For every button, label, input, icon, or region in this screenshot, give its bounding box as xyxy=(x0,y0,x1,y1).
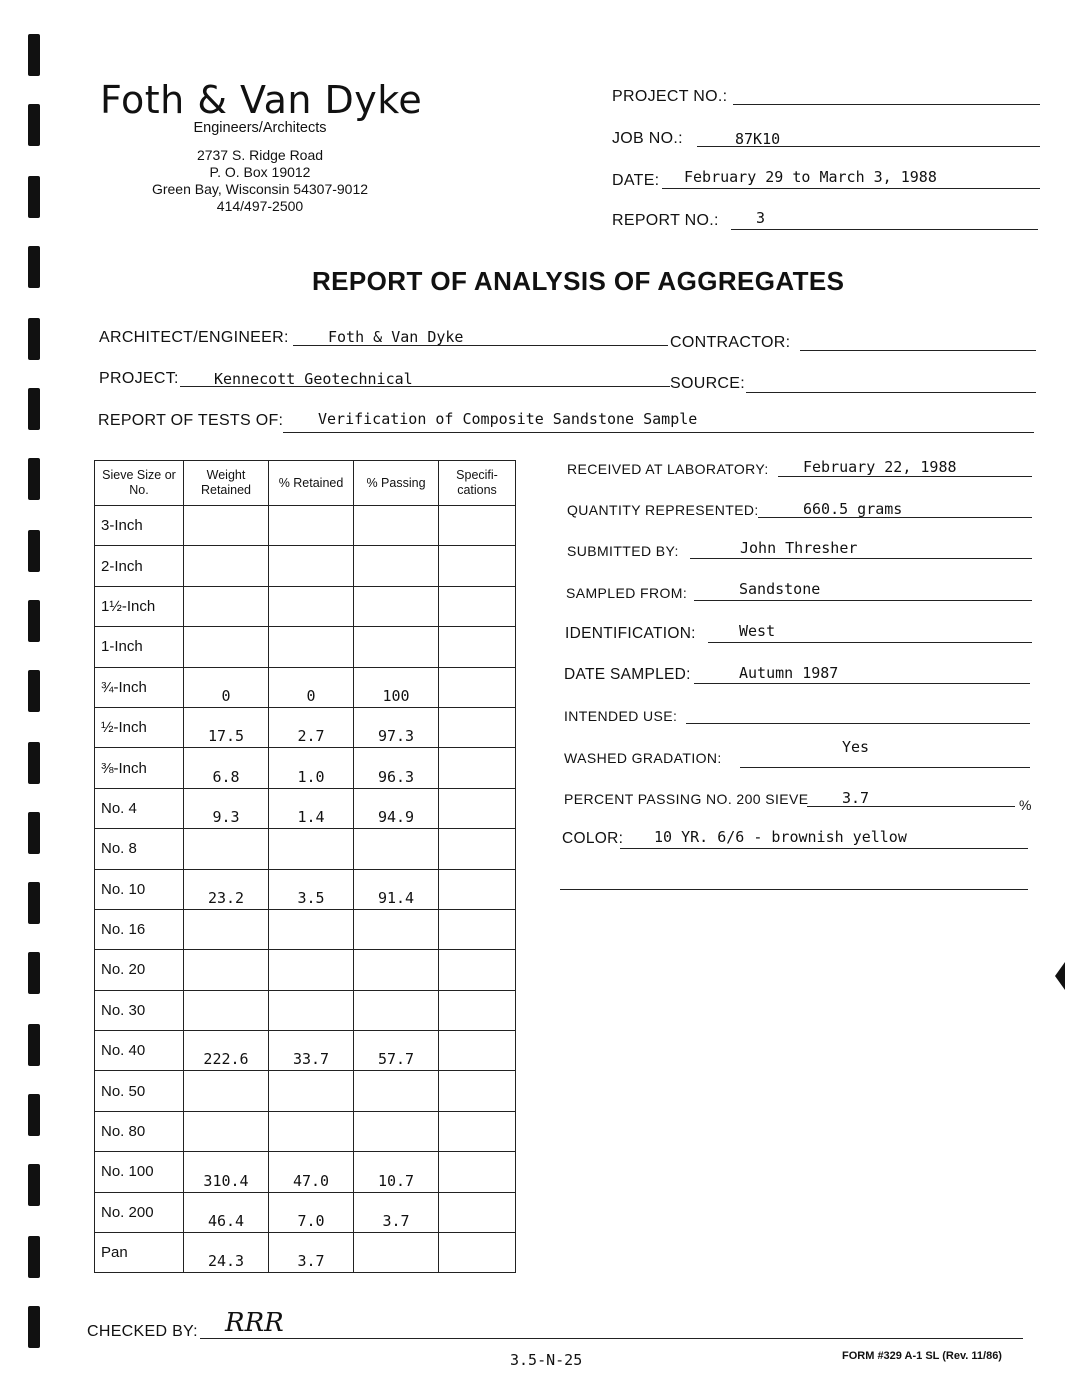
table-row xyxy=(95,627,516,667)
percent-retained: 1.4 xyxy=(269,788,354,828)
sieve-size: ⅜-Inch xyxy=(95,748,184,788)
percent-retained xyxy=(269,909,354,949)
project-value: Kennecott Geotechnical xyxy=(214,370,413,388)
specifications xyxy=(439,1233,516,1273)
column-header-sieve: Sieve Size or No. xyxy=(95,461,184,506)
sieve-size: 1-Inch xyxy=(95,627,184,667)
weight-retained xyxy=(184,546,269,586)
column-header-weight: Weight Retained xyxy=(184,461,269,506)
punch-hole xyxy=(28,458,40,500)
date-sampled-line xyxy=(694,683,1030,684)
submitted-value: John Thresher xyxy=(740,539,858,557)
specifications xyxy=(439,869,516,909)
percent-unit: % xyxy=(1019,797,1032,813)
percent-passing xyxy=(354,950,439,990)
weight-retained xyxy=(184,1111,269,1151)
specifications xyxy=(439,627,516,667)
specifications xyxy=(439,667,516,707)
weight-retained xyxy=(184,909,269,949)
specifications xyxy=(439,1192,516,1232)
percent-retained xyxy=(269,506,354,546)
page-edge-mark xyxy=(1055,962,1065,990)
sampled-from-label: SAMPLED FROM: xyxy=(566,585,688,601)
specifications xyxy=(439,1152,516,1192)
project-no-line xyxy=(733,104,1040,105)
weight-retained xyxy=(184,990,269,1030)
tests-line xyxy=(283,432,1034,433)
blank-line xyxy=(560,889,1028,890)
percent-retained xyxy=(269,990,354,1030)
specifications xyxy=(439,1111,516,1151)
source-line xyxy=(746,392,1036,393)
received-label: RECEIVED AT LABORATORY: xyxy=(567,461,769,477)
table-row xyxy=(95,1233,516,1273)
percent-passing xyxy=(354,1111,439,1151)
checked-by-line xyxy=(200,1338,1023,1339)
percent-retained: 7.0 xyxy=(269,1192,354,1232)
form-number: FORM #329 A-1 SL (Rev. 11/86) xyxy=(842,1350,1002,1362)
percent-passing xyxy=(354,586,439,626)
job-no-label: JOB NO.: xyxy=(612,130,683,147)
sieve-size: 2-Inch xyxy=(95,546,184,586)
contractor-label: CONTRACTOR: xyxy=(670,334,791,351)
architect-label: ARCHITECT/ENGINEER: xyxy=(99,329,289,346)
punch-hole xyxy=(28,246,40,288)
weight-retained xyxy=(184,1071,269,1111)
address-line: P. O. Box 19012 xyxy=(209,164,311,180)
washed-gradation-value: Yes xyxy=(842,738,870,756)
percent-retained: 33.7 xyxy=(269,1031,354,1071)
table-row xyxy=(95,869,516,909)
percent-passing xyxy=(354,546,439,586)
percent-retained: 3.5 xyxy=(269,869,354,909)
sieve-analysis-table xyxy=(94,460,516,1273)
weight-retained: 24.3 xyxy=(184,1233,269,1273)
table-row xyxy=(95,546,516,586)
table-row xyxy=(95,990,516,1030)
sampled-from-value: Sandstone xyxy=(739,580,821,598)
table-row xyxy=(95,748,516,788)
percent-retained xyxy=(269,1111,354,1151)
sampled-from-line xyxy=(694,600,1032,601)
table-row xyxy=(95,667,516,707)
punch-hole xyxy=(28,318,40,360)
specifications xyxy=(439,748,516,788)
percent-passing: 100 xyxy=(354,667,439,707)
weight-retained: 310.4 xyxy=(184,1152,269,1192)
color-label: COLOR: xyxy=(562,830,624,847)
address-line: Green Bay, Wisconsin 54307-9012 xyxy=(151,181,369,197)
percent-retained: 1.0 xyxy=(269,748,354,788)
table-row xyxy=(95,1071,516,1111)
sieve-size: No. 100 xyxy=(95,1152,184,1192)
project-no-label: PROJECT NO.: xyxy=(612,88,728,105)
color-line xyxy=(620,848,1028,849)
percent-passing: 10.7 xyxy=(354,1152,439,1192)
sieve-size: No. 80 xyxy=(95,1111,184,1151)
punch-hole xyxy=(28,1024,40,1066)
weight-retained: 222.6 xyxy=(184,1031,269,1071)
percent-retained xyxy=(269,546,354,586)
architect-value: Foth & Van Dyke xyxy=(328,328,464,346)
received-line xyxy=(778,476,1032,477)
punch-hole xyxy=(28,34,40,76)
weight-retained xyxy=(184,627,269,667)
checked-by-initials: RRR xyxy=(225,1308,284,1338)
weight-retained: 46.4 xyxy=(184,1192,269,1232)
washed-gradation-line xyxy=(740,767,1030,768)
percent-passing: 97.3 xyxy=(354,707,439,747)
sieve-size: No. 50 xyxy=(95,1071,184,1111)
company-name: Foth & Van Dyke xyxy=(100,78,423,122)
percent-passing: 96.3 xyxy=(354,748,439,788)
percent-retained: 0 xyxy=(269,667,354,707)
tests-value: Verification of Composite Sandstone Sample xyxy=(318,410,698,428)
table-row xyxy=(95,1031,516,1071)
percent-passing xyxy=(354,829,439,869)
identification-label: IDENTIFICATION: xyxy=(565,625,696,642)
punch-hole xyxy=(28,1164,40,1206)
date-label: DATE: xyxy=(612,172,660,189)
punch-hole xyxy=(28,670,40,712)
percent-passing xyxy=(354,506,439,546)
table-row xyxy=(95,506,516,546)
sieve-size: No. 4 xyxy=(95,788,184,828)
percent-passing xyxy=(354,1233,439,1273)
punch-hole xyxy=(28,882,40,924)
percent-retained xyxy=(269,1071,354,1111)
table-row xyxy=(95,1192,516,1232)
table-row xyxy=(95,707,516,747)
color-value: 10 YR. 6/6 - brownish yellow xyxy=(654,828,907,846)
identification-line xyxy=(708,642,1032,643)
percent-passing: 91.4 xyxy=(354,869,439,909)
percent-retained: 47.0 xyxy=(269,1152,354,1192)
punch-hole xyxy=(28,742,40,784)
punch-hole xyxy=(28,530,40,572)
punch-hole xyxy=(28,388,40,430)
sieve-size: ½-Inch xyxy=(95,707,184,747)
specifications xyxy=(439,950,516,990)
punch-hole xyxy=(28,104,40,146)
source-label: SOURCE: xyxy=(670,375,745,392)
percent-retained xyxy=(269,950,354,990)
project-label: PROJECT: xyxy=(99,370,179,387)
contractor-line xyxy=(800,350,1036,351)
percent-passing: 3.7 xyxy=(354,1192,439,1232)
sieve-size: No. 8 xyxy=(95,829,184,869)
date-value: February 29 to March 3, 1988 xyxy=(684,168,937,186)
punch-hole xyxy=(28,176,40,218)
sieve-size: Pan xyxy=(95,1233,184,1273)
punch-hole xyxy=(28,1236,40,1278)
sieve-size: No. 30 xyxy=(95,990,184,1030)
percent-retained: 3.7 xyxy=(269,1233,354,1273)
washed-gradation-label: WASHED GRADATION: xyxy=(564,750,722,766)
percent-passing-line xyxy=(807,806,1015,807)
punch-hole xyxy=(28,812,40,854)
specifications xyxy=(439,788,516,828)
table-row xyxy=(95,909,516,949)
tests-label: REPORT OF TESTS OF: xyxy=(98,412,284,429)
received-value: February 22, 1988 xyxy=(803,458,957,476)
percent-passing: 94.9 xyxy=(354,788,439,828)
submitted-label: SUBMITTED BY: xyxy=(567,543,679,559)
weight-retained: 17.5 xyxy=(184,707,269,747)
specifications xyxy=(439,506,516,546)
intended-use-line xyxy=(686,723,1030,724)
checked-by-label: CHECKED BY: xyxy=(87,1323,198,1340)
date-line xyxy=(662,188,1040,189)
intended-use-label: INTENDED USE: xyxy=(564,708,678,724)
percent-passing-value: 3.7 xyxy=(842,789,870,807)
punch-hole xyxy=(28,952,40,994)
specifications xyxy=(439,707,516,747)
identification-value: West xyxy=(739,622,776,640)
date-sampled-value: Autumn 1987 xyxy=(739,664,839,682)
column-header-retained: % Retained xyxy=(269,461,354,506)
weight-retained xyxy=(184,506,269,546)
weight-retained: 23.2 xyxy=(184,869,269,909)
weight-retained xyxy=(184,950,269,990)
report-title: REPORT OF ANALYSIS OF AGGREGATES xyxy=(312,266,845,296)
job-no-value: 87K10 xyxy=(735,130,781,148)
address-line: 414/497-2500 xyxy=(216,198,304,214)
sieve-size: 1½-Inch xyxy=(95,586,184,626)
percent-passing-label: PERCENT PASSING NO. 200 SIEVE xyxy=(564,791,809,807)
sieve-size: No. 200 xyxy=(95,1192,184,1232)
specifications xyxy=(439,909,516,949)
percent-retained xyxy=(269,829,354,869)
percent-retained xyxy=(269,627,354,667)
specifications xyxy=(439,990,516,1030)
weight-retained: 9.3 xyxy=(184,788,269,828)
sieve-size: 3-Inch xyxy=(95,506,184,546)
table-row xyxy=(95,1152,516,1192)
date-sampled-label: DATE SAMPLED: xyxy=(564,666,691,683)
percent-retained xyxy=(269,586,354,626)
column-header-passing: % Passing xyxy=(354,461,439,506)
company-subtitle: Engineers/Architects xyxy=(193,120,327,136)
table-row xyxy=(95,586,516,626)
percent-passing xyxy=(354,627,439,667)
submitted-line xyxy=(690,558,1032,559)
percent-passing xyxy=(354,1071,439,1111)
specifications xyxy=(439,546,516,586)
sieve-size: ¾-Inch xyxy=(95,667,184,707)
table-row xyxy=(95,950,516,990)
weight-retained xyxy=(184,586,269,626)
address-line: 2737 S. Ridge Road xyxy=(196,147,324,163)
percent-passing xyxy=(354,909,439,949)
specifications xyxy=(439,829,516,869)
sieve-size: No. 16 xyxy=(95,909,184,949)
weight-retained: 0 xyxy=(184,667,269,707)
report-no-line xyxy=(731,229,1038,230)
specifications xyxy=(439,1031,516,1071)
weight-retained: 6.8 xyxy=(184,748,269,788)
report-no-label: REPORT NO.: xyxy=(612,212,719,229)
quantity-label: QUANTITY REPRESENTED: xyxy=(567,502,759,518)
percent-passing: 57.7 xyxy=(354,1031,439,1071)
table-row xyxy=(95,788,516,828)
punch-hole xyxy=(28,1094,40,1136)
quantity-value: 660.5 grams xyxy=(803,500,903,518)
punch-hole xyxy=(28,1306,40,1348)
company-address xyxy=(110,147,410,215)
table-row xyxy=(95,829,516,869)
sieve-size: No. 20 xyxy=(95,950,184,990)
percent-passing xyxy=(354,990,439,1030)
sieve-size: No. 10 xyxy=(95,869,184,909)
specifications xyxy=(439,1071,516,1111)
sieve-size: No. 40 xyxy=(95,1031,184,1071)
table-row xyxy=(95,1111,516,1151)
document-number: 3.5-N-25 xyxy=(510,1351,583,1369)
percent-retained: 2.7 xyxy=(269,707,354,747)
report-no-value: 3 xyxy=(756,209,766,227)
column-header-specifications: Specifi- cations xyxy=(439,461,516,506)
table-header-row xyxy=(95,461,516,506)
specifications xyxy=(439,586,516,626)
weight-retained xyxy=(184,829,269,869)
punch-hole xyxy=(28,600,40,642)
